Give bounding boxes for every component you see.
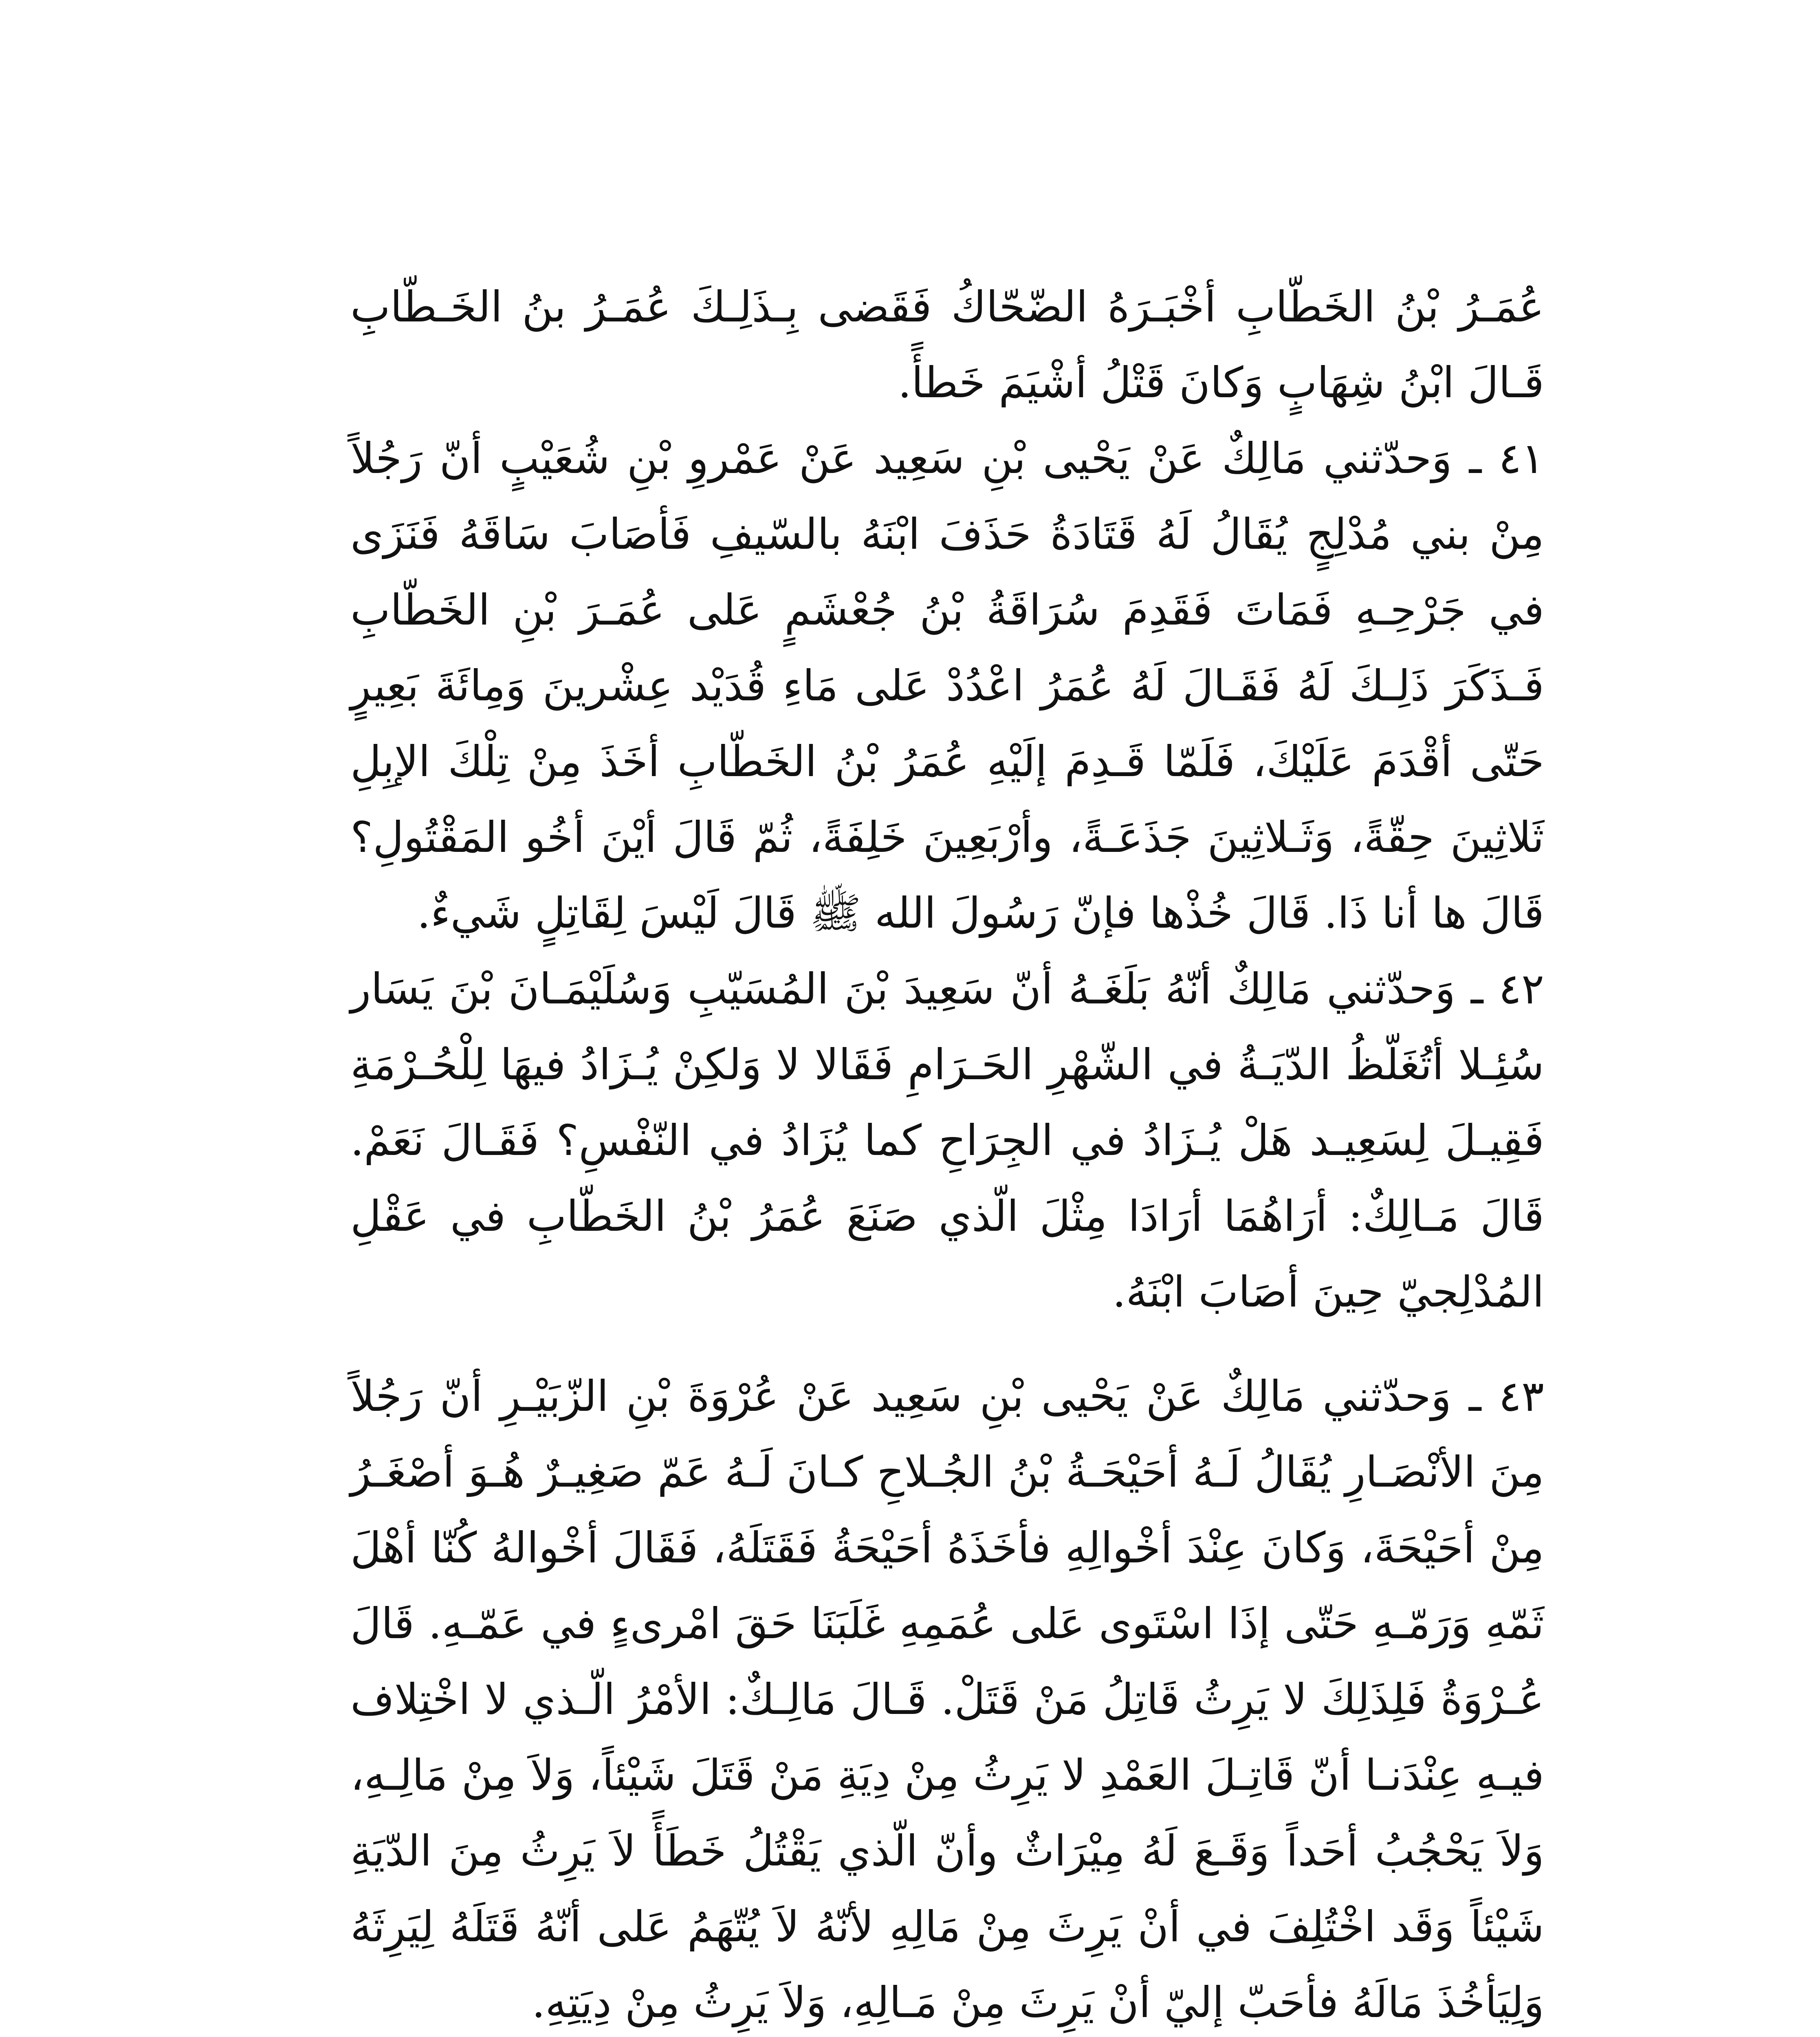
paragraph-41: ٤١ ـ وَحدّثني مَالِكٌ عَنْ يَحْيى بْنِ سَعِيد عَنْ عَمْروِ بْنِ شُعَيْبٍ أنّ رَجُلاً مِنْ بني مُدْلِجٍ يُقَالُ لَهُ قَتَادَةُ حَذَفَ ابْنَهُ بالسّيفِ فَأصَابَ سَاقَهُ فَنَزَى في جَرْحِـهِ فَمَاتَ فَقَدِمَ سُرَاقَةُ بْنُ جُعْشَمٍ عَلى عُمَـرَ بْنِ الخَطّابِ فَـذَكَرَ ذَلِـكَ لَهُ فَقَـالَ لَهُ عُمَرُ اعْدُدْ عَلى مَاءِ قُدَيْد عِشْرينَ وَمِائَةَ بَعِيرٍ حَتّى أقْدَمَ عَلَيْكَ، فَلَمّا قَـدِمَ إلَيْهِ عُمَرُ بْنُ الخَطّابِ أخَذَ مِنْ تِلْكَ الإبِلِ ثَلاثِينَ حِقّةً، وَثَـلاثِينَ جَذَعَـةً، وأرْبَعِينَ خَلِفَةً، ثُمّ قَالَ أيْنَ أخُو المَقْتُولِ؟ قَالَ ها أنا ذَا. قَالَ خُذْها فإنّ رَسُولَ الله ﷺ قَالَ لَيْسَ لِقَاتِلٍ شَيءٌ. — [350, 433, 1544, 938]
body-text — [350, 269, 1544, 2037]
paragraph-42: ٤٢ ـ وَحدّثني مَالِكٌ أنّهُ بَلَغَـهُ أنّ سَعِيدَ بْنَ المُسَيّبِ وَسُلَيْمَـانَ بْنَ يَسَار سُئِـلا أتُغَلّظُ الدّيَـةُ في الشّهْرِ الحَـرَامِ فَقَالا لا وَلكِنْ يُـزَادُ فيهَا لِلْحُـرْمَةِ فَقِيـلَ لِسَعِيـد هَلْ يُـزَادُ في الجِرَاحِ كما يُزَادُ في النّفْسِ؟ فَقَـالَ نَعَمْ. قَالَ مَـالِكٌ: أرَاهُمَا أرَادَا مِثْلَ الّذي صَنَعَ عُمَرُ بْنُ الخَطّابِ في عَقْلِ المُدْلِجيّ حِينَ أصَابَ ابْنَهُ. — [350, 964, 1544, 1317]
paragraph-continuation: عُمَـرُ بْنُ الخَطّابِ أخْبَـرَهُ الضّحّاكُ فَقَضى بِـذَلِـكَ عُمَـرُ بنُ الخَـطّابِ قَـالَ ابْنُ شِهَابٍ وَكانَ قَتْلُ أشْيَمَ خَطأً. — [350, 282, 1544, 407]
paragraph-43: ٤٣ ـ وَحدّثني مَالِكٌ عَنْ يَحْيى بْنِ سَعِيد عَنْ عُرْوَةَ بْنِ الزّبَيْـرِ أنّ رَجُلاً مِنَ الأنْصَـارِ يُقَالُ لَـهُ أحَيْحَـةُ بْنُ الجُـلاحِ كـانَ لَـهُ عَمّ صَغِيـرٌ هُـوَ أصْغَـرُ مِنْ أحَيْحَةَ، وَكانَ عِنْدَ أخْوالِهِ فأخَذَهُ أحَيْحَةُ فَقَتَلَهُ، فَقَالَ أخْوالهُ كُنّا أهْلَ ثَمّهِ وَرَمّـهِ حَتّى إذَا اسْتَوى عَلى عُمَمِهِ غَلَبَنَا حَقَ امْرىءٍ في عَمّـهِ. قَالَ عُـرْوَةُ فَلِذَلِكَ لا يَرِثُ قَاتِلُ مَنْ قَتَلْ. قَـالَ مَالِـكٌ: الأمْرُ الّـذي لا اخْتِلاف فيـهِ عِنْدَنـا أنّ قَاتِـلَ العَمْدِ لا يَرِثُ مِنْ دِيَةِ مَنْ قَتَلَ شَيْئاً، وَلاَ مِنْ مَالِـهِ، وَلاَ يَحْجُبُ أحَداً وَقَـعَ لَهُ مِيْرَاثٌ وأنّ الّذي يَقْتُلُ خَطَأً لاَ يَرِثُ مِنَ الدّيَةِ شَيْئاً وَقَد اخْتُلِفَ في أنْ يَرِثَ مِنْ مَالِهِ لأنّهُ لاَ يُتّهَمُ عَلى أنّهُ قَتَلَهُ لِيَرِثَهُ وَلِيَأخُذَ مَالَهُ فأحَبّ إليّ أنْ يَرِثَ مِنْ مَـالِهِ، وَلاَ يَرِثُ مِنْ دِيَتِهِ. — [350, 1371, 1544, 2027]
